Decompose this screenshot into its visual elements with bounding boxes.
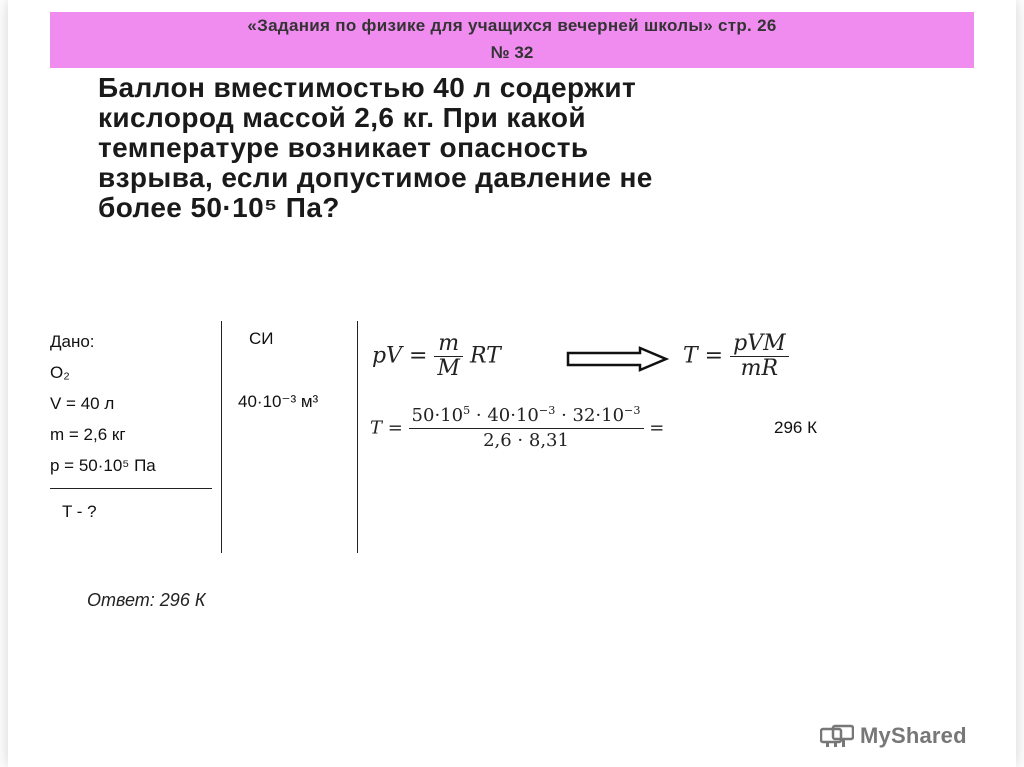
- given-title: Дано:: [50, 332, 95, 351]
- find-quantity: T - ?: [62, 502, 97, 521]
- problem-line: взрыва, если допустимое давление не: [98, 162, 653, 193]
- given-block: [50, 326, 156, 481]
- source-title: «Задания по физике для учащихся вечерней школы» стр. 26: [247, 16, 777, 35]
- problem-line: более 50·10⁵ Па?: [98, 192, 340, 223]
- given-item: m = 2,6 кг: [50, 425, 126, 444]
- problem-line: температуре возникает опасность: [98, 132, 589, 163]
- myshared-logo-icon: [820, 723, 854, 749]
- temperature-calculation: T = $\frac{50\cdot 10^5 \cdot 40\cdot 10^{-3} \cdot 32\cdot 10^{-3}}{2,6 \cdot 8,31}$ =: [370, 404, 665, 451]
- ideal-gas-formula: pV = $\frac{m}{M}$ RT: [372, 331, 501, 381]
- problem-statement: [98, 73, 958, 223]
- temperature-formula: T = $\frac{\text{pVM}}{mR}$: [683, 332, 789, 381]
- given-item: V = 40 л: [50, 394, 115, 413]
- si-value: 40·10⁻³ м³: [238, 392, 319, 411]
- problem-line: кислород массой 2,6 кг. При какой: [98, 102, 586, 133]
- header-band: [50, 12, 974, 68]
- given-item: p = 50·10⁵ Па: [50, 456, 156, 475]
- column-divider: [221, 321, 222, 553]
- myshared-logo: [820, 722, 967, 750]
- problem-line: Баллон вместимостью 40 л содержит: [98, 72, 637, 103]
- given-item: O₂: [50, 363, 70, 382]
- calculation-result: 296 К: [774, 418, 817, 437]
- si-title: СИ: [249, 329, 274, 348]
- column-divider: [357, 321, 358, 553]
- problem-number: № 32: [490, 43, 534, 62]
- implies-arrow-icon: [566, 346, 670, 372]
- given-divider: [50, 488, 212, 489]
- answer: Ответ: 296 К: [87, 590, 206, 610]
- logo-text: MyShared: [860, 723, 967, 748]
